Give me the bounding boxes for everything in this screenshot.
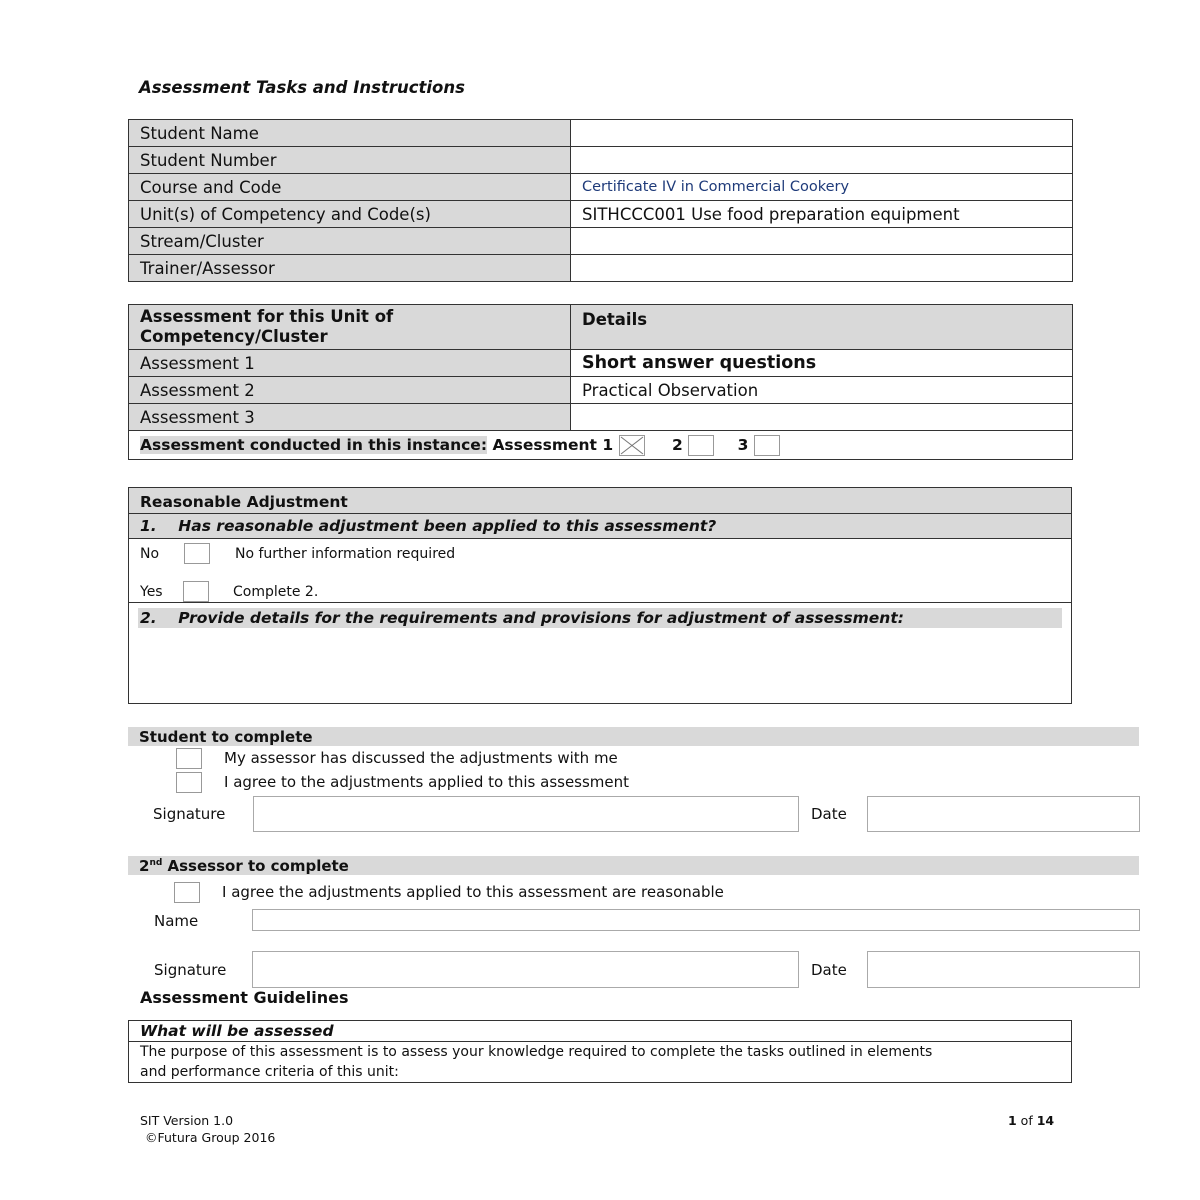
- student-details-table: [128, 119, 1073, 282]
- assessor-date-field[interactable]: [867, 951, 1140, 988]
- field-label-student-number: Student Number: [129, 147, 571, 174]
- table-row: [129, 201, 1073, 228]
- assessment-3-value: [571, 404, 1073, 431]
- assessor-agree-text: I agree the adjustments applied to this assessment are reasonable: [222, 883, 724, 901]
- assessor-name-label: Name: [154, 912, 199, 930]
- divider: [129, 602, 1071, 603]
- yes-checkbox[interactable]: [183, 581, 209, 602]
- assessment-1-value: Short answer questions: [571, 350, 1073, 377]
- page-title: Assessment Tasks and Instructions: [139, 78, 465, 97]
- trainer-field[interactable]: [571, 255, 1073, 282]
- conducted-cell: [129, 431, 1073, 460]
- student-signature-field[interactable]: [253, 796, 799, 832]
- no-label: No: [140, 546, 160, 562]
- assessor-header-rest: Assessor to complete: [162, 857, 349, 875]
- footer-copyright: ©Futura Group 2016: [145, 1130, 276, 1145]
- agree-text: I agree to the adjustments applied to this assessment: [224, 773, 630, 791]
- assessor-date-label: Date: [811, 961, 847, 979]
- no-checkbox[interactable]: [184, 543, 210, 564]
- guidelines-heading: Assessment Guidelines: [140, 988, 349, 1007]
- what-assessed-box: [128, 1020, 1072, 1083]
- table-header-row: [129, 305, 1073, 350]
- conducted-3-label: 3: [737, 435, 749, 454]
- table-row: [129, 404, 1073, 431]
- assessment-1-checkbox[interactable]: [619, 435, 645, 456]
- table-row: [129, 255, 1073, 282]
- table-row: [129, 377, 1073, 404]
- checked-x-icon: [620, 436, 644, 455]
- assessment-table: [128, 304, 1073, 460]
- footer-version: SIT Version 1.0: [140, 1113, 234, 1128]
- field-label-stream: Stream/Cluster: [129, 228, 571, 255]
- student-section-header: Student to complete: [139, 728, 313, 746]
- no-text: No further information required: [235, 546, 456, 562]
- assessment-2-value: Practical Observation: [571, 377, 1073, 404]
- table-row: [129, 120, 1073, 147]
- assessor-agree-checkbox[interactable]: [174, 882, 200, 903]
- conducted-2-label: 2: [671, 435, 683, 454]
- course-field[interactable]: Certificate IV in Commercial Cookery: [571, 174, 1073, 201]
- reasonable-adjustment-box: [128, 487, 1072, 704]
- page-current: 1: [1008, 1113, 1017, 1128]
- table-row: [129, 228, 1073, 255]
- conducted-label: Assessment conducted in this instance:: [140, 435, 488, 454]
- yes-label: Yes: [140, 584, 163, 600]
- stream-field[interactable]: [571, 228, 1073, 255]
- adjustment-question-2: 2. Provide details for the requirements and provisions for adjustment of assessment:: [138, 608, 1062, 628]
- assessor-signature-field[interactable]: [252, 951, 799, 988]
- unit-field[interactable]: SITHCCC001 Use food preparation equipment: [571, 201, 1073, 228]
- adjustment-details-field[interactable]: [138, 632, 1062, 696]
- discussed-text: My assessor has discussed the adjustments with me: [224, 749, 618, 767]
- student-date-label: Date: [811, 805, 847, 823]
- assessment-1-label: Assessment 1: [129, 350, 571, 377]
- assessor-header-sup: nd: [149, 858, 163, 868]
- assessment-3-checkbox[interactable]: [754, 435, 780, 456]
- assessment-header-left: Assessment for this Unit of Competency/Cluster: [129, 305, 571, 350]
- what-assessed-header: What will be assessed: [129, 1021, 1071, 1042]
- assessor-header-num: 2: [139, 857, 150, 875]
- field-label-course: Course and Code: [129, 174, 571, 201]
- agree-checkbox[interactable]: [176, 772, 202, 793]
- field-label-unit: Unit(s) of Competency and Code(s): [129, 201, 571, 228]
- assessment-3-label: Assessment 3: [129, 404, 571, 431]
- reasonable-adjustment-header: Reasonable Adjustment: [129, 488, 1071, 514]
- conducted-row: [129, 431, 1073, 460]
- student-signature-label: Signature: [153, 805, 226, 823]
- assessor-section-header: [139, 857, 349, 875]
- table-row: [129, 174, 1073, 201]
- student-date-field[interactable]: [867, 796, 1140, 832]
- field-label-student-name: Student Name: [129, 120, 571, 147]
- adjustment-question-1: 1. Has reasonable adjustment been applied to this assessment?: [129, 514, 1071, 539]
- table-row: [129, 350, 1073, 377]
- what-assessed-text-1: The purpose of this assessment is to assess your knowledge required to complete the tasks outlined in elements: [140, 1044, 933, 1060]
- assessment-2-label: Assessment 2: [129, 377, 571, 404]
- assessor-signature-label: Signature: [154, 961, 227, 979]
- what-assessed-text-2: and performance criteria of this unit:: [140, 1064, 399, 1080]
- conducted-assessment-1-label: Assessment 1: [492, 435, 614, 454]
- page-total: 14: [1036, 1113, 1055, 1128]
- table-row: [129, 147, 1073, 174]
- student-number-field[interactable]: [571, 147, 1073, 174]
- assessment-header-right: Details: [571, 305, 1073, 350]
- yes-text: Complete 2.: [233, 584, 319, 600]
- footer-page-number: [1008, 1113, 1054, 1128]
- field-label-trainer: Trainer/Assessor: [129, 255, 571, 282]
- student-name-field[interactable]: [571, 120, 1073, 147]
- assessment-2-checkbox[interactable]: [688, 435, 714, 456]
- assessor-name-field[interactable]: [252, 909, 1140, 931]
- page-of: of: [1016, 1113, 1037, 1128]
- discussed-checkbox[interactable]: [176, 748, 202, 769]
